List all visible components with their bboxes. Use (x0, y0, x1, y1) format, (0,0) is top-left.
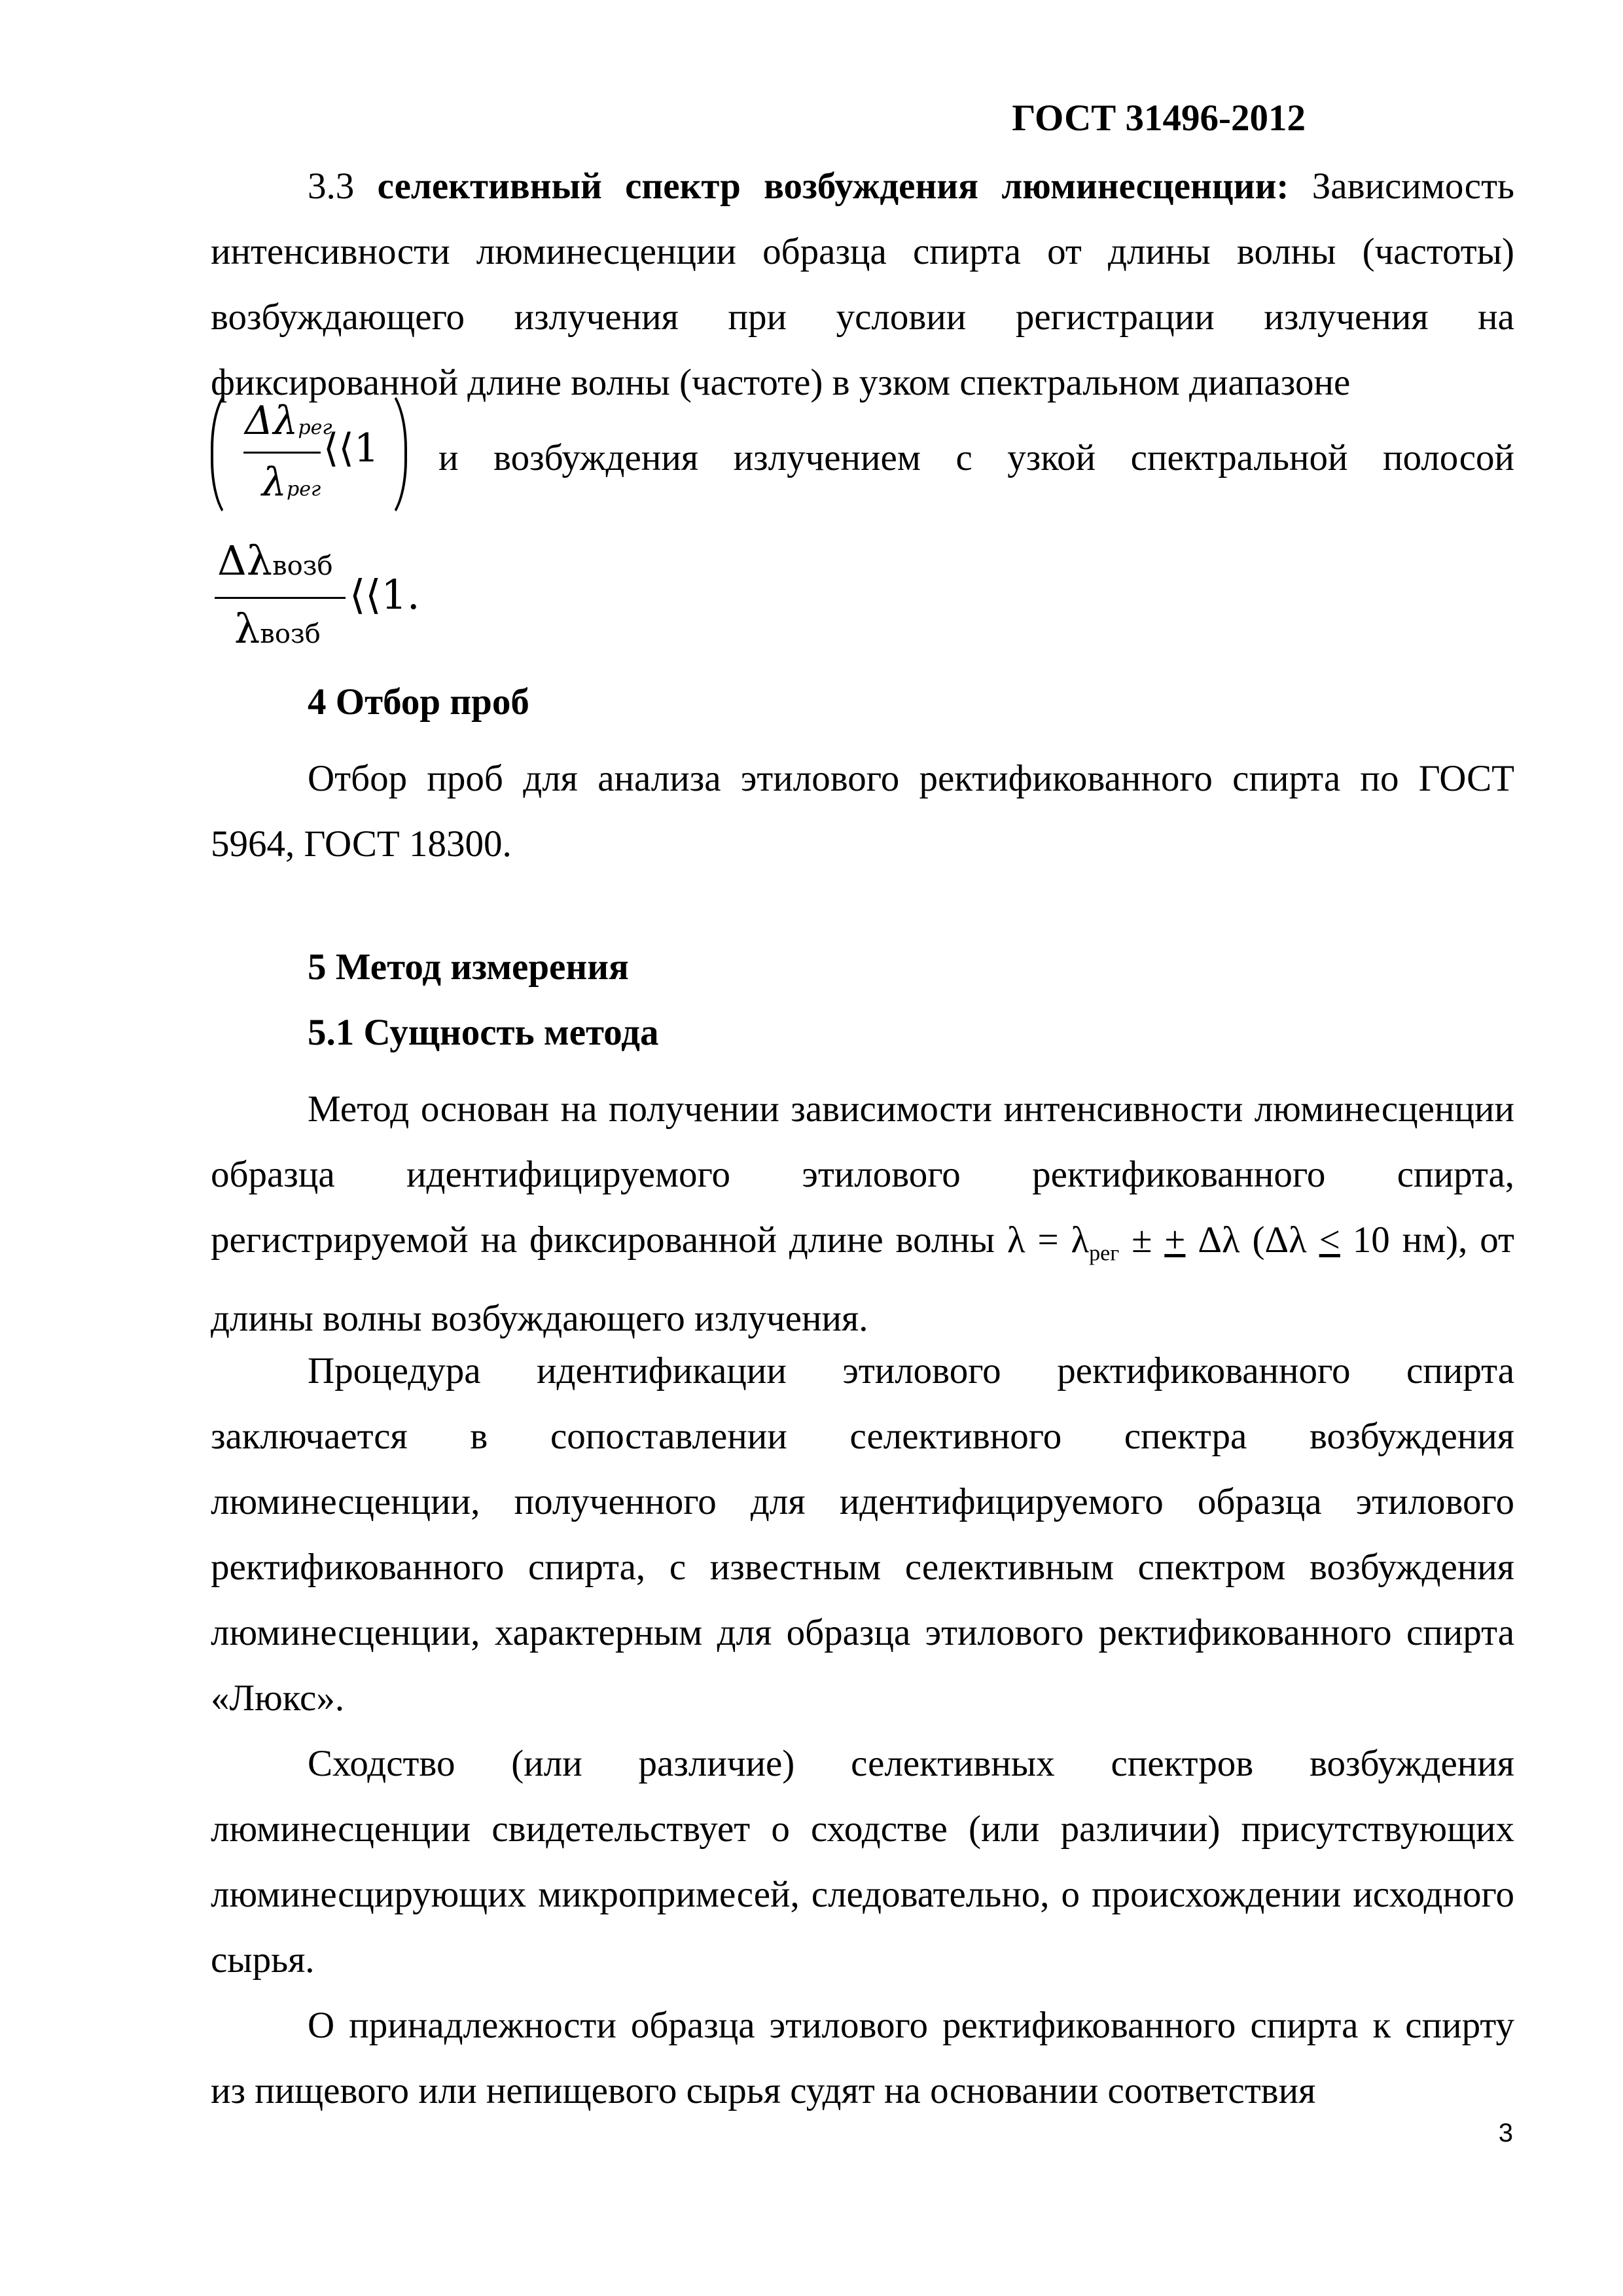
right-parenthesis (382, 386, 407, 522)
section-3-3-paragraph (211, 154, 1514, 416)
formula2-numerator: Δλвозб (217, 537, 333, 584)
formula-relation: ⟨⟨1 (323, 425, 379, 471)
section-number: 3.3 (308, 166, 355, 207)
fraction-line (243, 452, 321, 454)
section-5-heading: 5 Метод измерения (308, 946, 629, 988)
page-number: 3 (1498, 2119, 1513, 2147)
section-5-1-paragraph-3: Сходство (или различие) селективных спектров возбуждения люминесценции свидетельствует о сходстве (или различии) присутствующих люминесцирующих микропримесей, следовательно, о происхождении исходного сырья. (211, 1743, 1514, 1981)
left-parenthesis (211, 386, 236, 522)
fraction2-line (215, 597, 346, 599)
section-5-1-paragraph-1: Метод основан на получении зависимости интенсивности люминесценции образца идентифицируемого этилового ректификованного спирта, регистрируемой на фиксированной длине волны $\lambda = \lambda_{рег}$ ± + Δλ (Δλ < 10 нм), от длины волны возбуждающего излучения. (211, 1088, 1514, 1340)
formula-denominator: λрег (262, 459, 321, 505)
section-4-heading: 4 Отбор проб (308, 681, 529, 723)
definition: Зависимость интенсивности люминесценции образца спирта от длины волны (частоты) возбуждающего излучения при условии регистрации излучения на фиксированной длине волны (частоте) в узком спектральном диапазоне (211, 166, 1515, 403)
standard-code-header: ГОСТ 31496-2012 (1012, 98, 1306, 139)
section-4-paragraph: Отбор проб для анализа этилового ректификованного спирта по ГОСТ 5964, ГОСТ 18300. (211, 758, 1514, 865)
section-5-1-paragraph-4: О принадлежности образца этилового ректификованного спирта к спирту из пищевого или непищевого сырья судят на основании соответствия (211, 2005, 1514, 2111)
section-5-1-paragraph-2: Процедура идентификации этилового ректификованного спирта заключается в сопоставлении селективного спектра возбуждения люминесценции, полученного для идентифицируемого образца этилового ректификованного спирта, с известным селективным спектром возбуждения люминесценции, характерным для образца этилового ректификованного спирта «Люкс». (211, 1350, 1514, 1719)
formula-delta-lambda-vozb (211, 537, 433, 681)
formula-delta-lambda-reg (211, 386, 420, 524)
term: селективный спектр возбуждения люминесценции: (377, 166, 1289, 207)
formula2-relation: ⟨⟨1. (349, 571, 420, 619)
section-3-3-continuation: и возбуждения излучением с узкой спектральной полосой (438, 437, 1514, 478)
formula2-denominator: λвозб (234, 605, 321, 653)
section-5-1-heading: 5.1 Сущность метода (308, 1012, 659, 1053)
formula-numerator: Δλрег (245, 398, 332, 444)
